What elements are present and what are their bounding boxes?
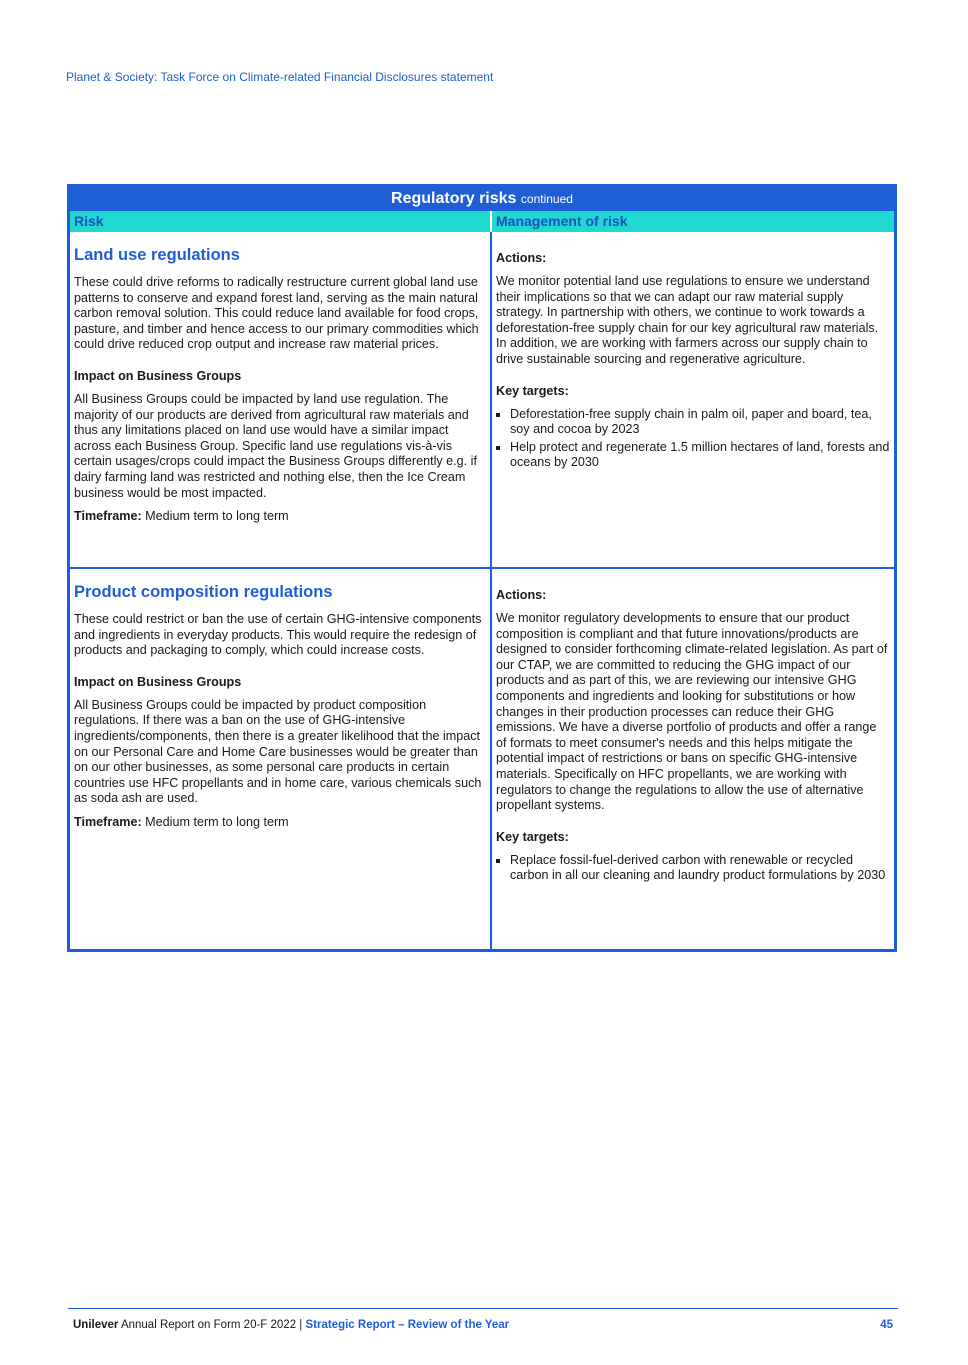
regulatory-risks-table [67,184,897,952]
targets-list [496,853,890,884]
list-item [496,853,890,884]
bullet-icon [496,446,500,450]
impact-text: All Business Groups could be impacted by product composition regulations. If there was a ban on the use of GHG-intensive ingredients/components, then there is a greater likelihood that the impact on our Personal Care and Home Care businesses would be greater than on our other businesses, as some personal care products in certain countries use HFC propellants and in home care, various chemicals such as soda ash are used. [74,697,482,806]
timeframe-label: Timeframe: [74,509,142,524]
risk-description: These could restrict or ban the use of certain GHG-intensive components and ingredients in everyday products. This would require the redesign of products and packaging to comply, which could increase costs. [74,612,482,658]
actions-text: We monitor potential land use regulations to ensure we understand their implications so that we can adapt our raw material supply strategy. In partnership with others, we continue to work towards a deforestation-free supply chain for our key agricultural raw materials. In addition, we are working with farmers across our supply chain to drive sustainable sourcing and regenerative agriculture. [496,274,879,366]
target-text: Help protect and regenerate 1.5 million hectares of land, forests and oceans by 2030 [510,439,890,470]
footer-section: Strategic Report – Review of the Year [305,1319,510,1331]
footer-report: Annual Report on Form 20-F 2022 | [118,1319,306,1331]
list-item [496,407,890,438]
table-row [70,232,894,567]
target-text: Deforestation-free supply chain in palm oil, paper and board, tea, soy and cocoa by 2023 [510,406,872,437]
table-title: Regulatory risks [391,190,517,207]
risk-title: Product composition regulations [74,583,333,601]
running-header: Planet & Society: Task Force on Climate-related Financial Disclosures statement [66,70,494,84]
list-item [496,440,890,471]
page-number: 45 [880,1319,893,1331]
targets-heading: Key targets: [496,829,569,844]
footer-divider [68,1308,898,1309]
table-title-suffix: continued [520,192,573,206]
management-cell [492,232,894,567]
bullet-icon [496,413,500,417]
impact-heading: Impact on Business Groups [74,674,242,689]
footer [73,1319,893,1331]
timeframe [74,509,486,523]
bullet-icon [496,859,500,863]
targets-heading: Key targets: [496,383,569,398]
column-headers [70,211,894,232]
risk-title: Land use regulations [74,246,240,264]
management-cell [492,569,894,949]
actions-heading: Actions: [496,588,547,602]
actions-text: We monitor regulatory developments to ensure that our product composition is compliant and that future innovations/products are designed to consider forthcoming climate-related legislation. As part of our CTAP, we are committed to reducing the GHG impact of our products and as part of this, we are reviewing our intensive GHG components and ingredients and looking for substitutions or how changes in their production processes can reduce their GHG emissions. We have a diverse portfolio of products and offer a range of formats to meet consumer's needs and this helps mitigate the potential impact of restrictions or bans on specific GHG-intensive materials. Specifically on HFC propellants, we are working with regulators to change the regulations to allow the use of alternative propellant systems. [496,611,888,813]
impact-heading: Impact on Business Groups [74,368,242,383]
table-row [70,567,894,949]
target-text: Replace fossil-fuel-derived carbon with renewable or recycled carbon in all our cleaning and laundry product formulations by 2030 [510,852,886,883]
risk-cell [70,232,492,567]
timeframe-value: Medium term to long term [145,509,289,524]
timeframe-label: Timeframe: [74,814,142,829]
timeframe-value: Medium term to long term [145,814,289,829]
actions-heading: Actions: [496,251,547,265]
column-header-risk: Risk [70,211,492,232]
timeframe [74,815,486,829]
table-title-bar [70,187,894,211]
targets-list [496,407,890,471]
footer-brand: Unilever [73,1319,119,1331]
column-header-management: Management of risk [496,213,628,229]
impact-text: All Business Groups could be impacted by land use regulation. The majority of our products are derived from agricultural raw materials and thus any limitations placed on land use would have a similar impact across each Business Group. Specific land use regulations vis-à-vis certain usages/crops could impact the Business Groups differently e.g. if dairy farming land was restricted and nothing else, then the Ice Cream business would be most impacted. [74,391,477,500]
risk-description: These could drive reforms to radically restructure current global land use patterns to conserve and expand forest land, serving as the main natural carbon removal solution. This could reduce land available for food crops, pasture, and timber and hence access to our primary commodities which could drive reduced crop output and increase raw material prices. [74,275,479,352]
risk-cell [70,569,492,949]
